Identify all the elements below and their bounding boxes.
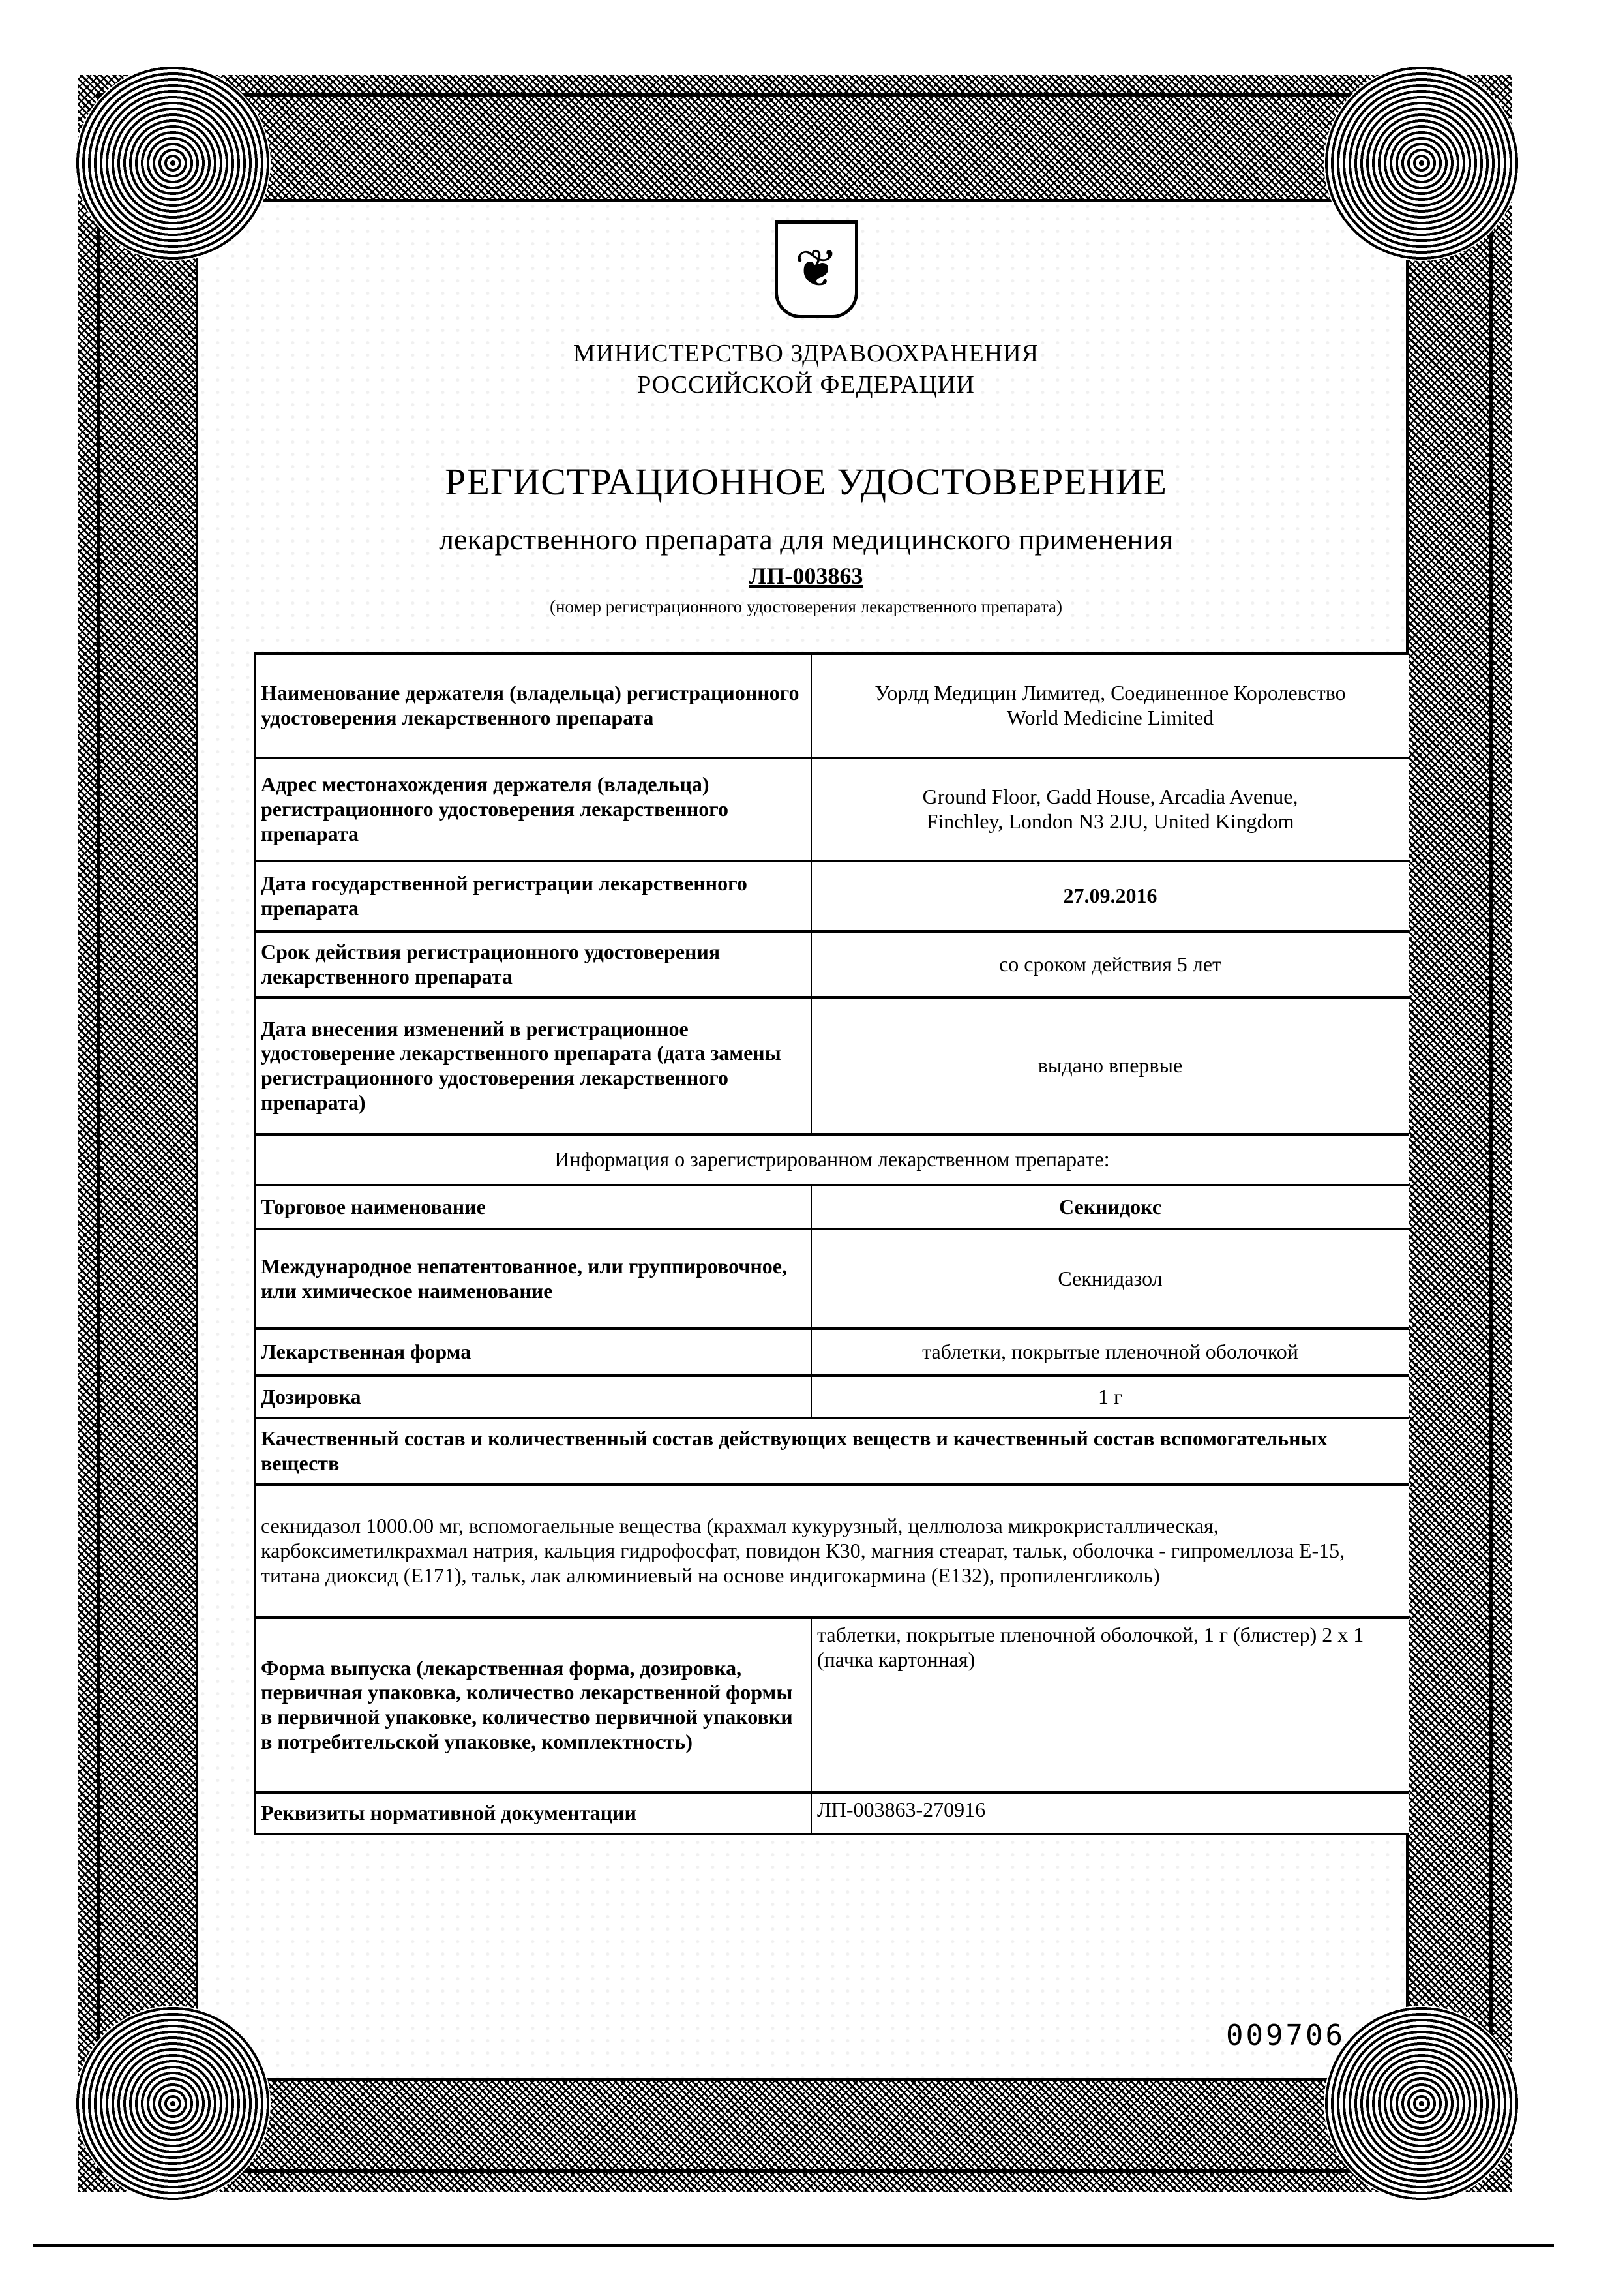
registration-number: ЛП-003863 — [749, 563, 863, 589]
document-title: РЕГИСТРАЦИОННОЕ УДОСТОВЕРЕНИЕ — [445, 461, 1167, 503]
table-row — [255, 1329, 1409, 1376]
corner-ornament-icon — [75, 2006, 271, 2201]
field-label: Дозировка — [255, 1376, 811, 1418]
corner-ornament-icon — [75, 65, 271, 261]
holder-address-line1: Ground Floor, Gadd House, Arcadia Avenue, — [922, 785, 1298, 809]
field-value — [811, 758, 1409, 861]
bottom-rule — [33, 2244, 1554, 2247]
ministry-name-line1: МИНИСТЕРСТВО ЗДРАВООХРАНЕНИЯ — [573, 340, 1039, 367]
certificate-table — [254, 652, 1409, 1835]
field-label: Лекарственная форма — [255, 1329, 811, 1376]
dosage-form: таблетки, покрытые пленочной оболочкой — [811, 1329, 1409, 1376]
normative-docs-value: ЛП-003863-270916 — [811, 1792, 1409, 1834]
section-header-row — [255, 1134, 1409, 1185]
composition-header-row — [255, 1418, 1409, 1485]
table-row — [255, 1618, 1409, 1792]
field-label: Международное непатентованное, или группировочное, или химическое наименование — [255, 1229, 811, 1329]
field-label: Торговое наименование — [255, 1185, 811, 1229]
table-row — [255, 931, 1409, 997]
validity-period: со сроком действия 5 лет — [811, 931, 1409, 997]
inn-name: Секнидазол — [811, 1229, 1409, 1329]
holder-address-line2: Finchley, London N3 2JU, United Kingdom — [926, 809, 1294, 833]
field-label: Наименование держателя (владельца) регистрационного удостоверения лекарственного препарата — [255, 654, 811, 758]
holder-name-ru: Уорлд Медицин Лимитед, Соединенное Королевство — [874, 681, 1346, 705]
table-row — [255, 758, 1409, 861]
field-label: Срок действия регистрационного удостоверения лекарственного препарата — [255, 931, 811, 997]
table-row — [255, 1229, 1409, 1329]
table-row — [255, 997, 1409, 1134]
dosage: 1 г — [811, 1376, 1409, 1418]
trade-name: Секнидокс — [811, 1185, 1409, 1229]
composition-row — [255, 1485, 1409, 1618]
serial-number: 009706 — [1226, 2019, 1345, 2052]
amendment-date: выдано впервые — [811, 997, 1409, 1134]
registration-date: 27.09.2016 — [811, 861, 1409, 931]
table-row — [255, 1376, 1409, 1418]
release-form-value: таблетки, покрытые пленочной оболочкой, 1 г (блистер) 2 x 1 (пачка картонная) — [811, 1618, 1409, 1792]
field-label: Адрес местонахождения держателя (владельца) регистрационного удостоверения лекарственного препарата — [255, 758, 811, 861]
table-row — [255, 654, 1409, 758]
coat-of-arms-icon: ❦ — [775, 220, 858, 318]
composition-header: Качественный состав и количественный состав действующих веществ и качественный состав вспомогательных веществ — [255, 1418, 1409, 1485]
field-label: Форма выпуска (лекарственная форма, дозировка, первичная упаковка, количество лекарственной формы в первичной упаковке, количество первичной упаковки в потребительской упаковке, комплектность) — [255, 1618, 811, 1792]
corner-ornament-icon — [1324, 2006, 1519, 2201]
composition-text: секнидазол 1000.00 мг, вспомогаельные вещества (крахмал кукурузный, целлюлоза микрокристаллическая, карбоксиметилкрахмал натрия, кальция гидрофосфат, повидон К30, магния стеарат, тальк, оболочка - гипромеллоза Е-15, титана диоксид (Е171), тальк, лак алюминиевый на основе индигокармина (Е132), пропиленгликоль) — [255, 1485, 1409, 1618]
holder-name-en: World Medicine Limited — [1006, 706, 1214, 729]
corner-ornament-icon — [1324, 65, 1519, 261]
section-header: Информация о зарегистрированном лекарственном препарате: — [255, 1134, 1409, 1185]
field-value — [811, 654, 1409, 758]
ministry-name-line2: РОССИЙСКОЙ ФЕДЕРАЦИИ — [637, 371, 975, 399]
table-row — [255, 1185, 1409, 1229]
field-label: Дата государственной регистрации лекарственного препарата — [255, 861, 811, 931]
field-label: Дата внесения изменений в регистрационное удостоверение лекарственного препарата (дата замены регистрационного удостоверения лекарственного препарата) — [255, 997, 811, 1134]
field-label: Реквизиты нормативной документации — [255, 1792, 811, 1834]
registration-number-note: (номер регистрационного удостоверения лекарственного препарата) — [550, 597, 1062, 616]
table-row — [255, 861, 1409, 931]
document-subtitle: лекарственного препарата для медицинского применения — [439, 522, 1173, 556]
table-row — [255, 1792, 1409, 1834]
